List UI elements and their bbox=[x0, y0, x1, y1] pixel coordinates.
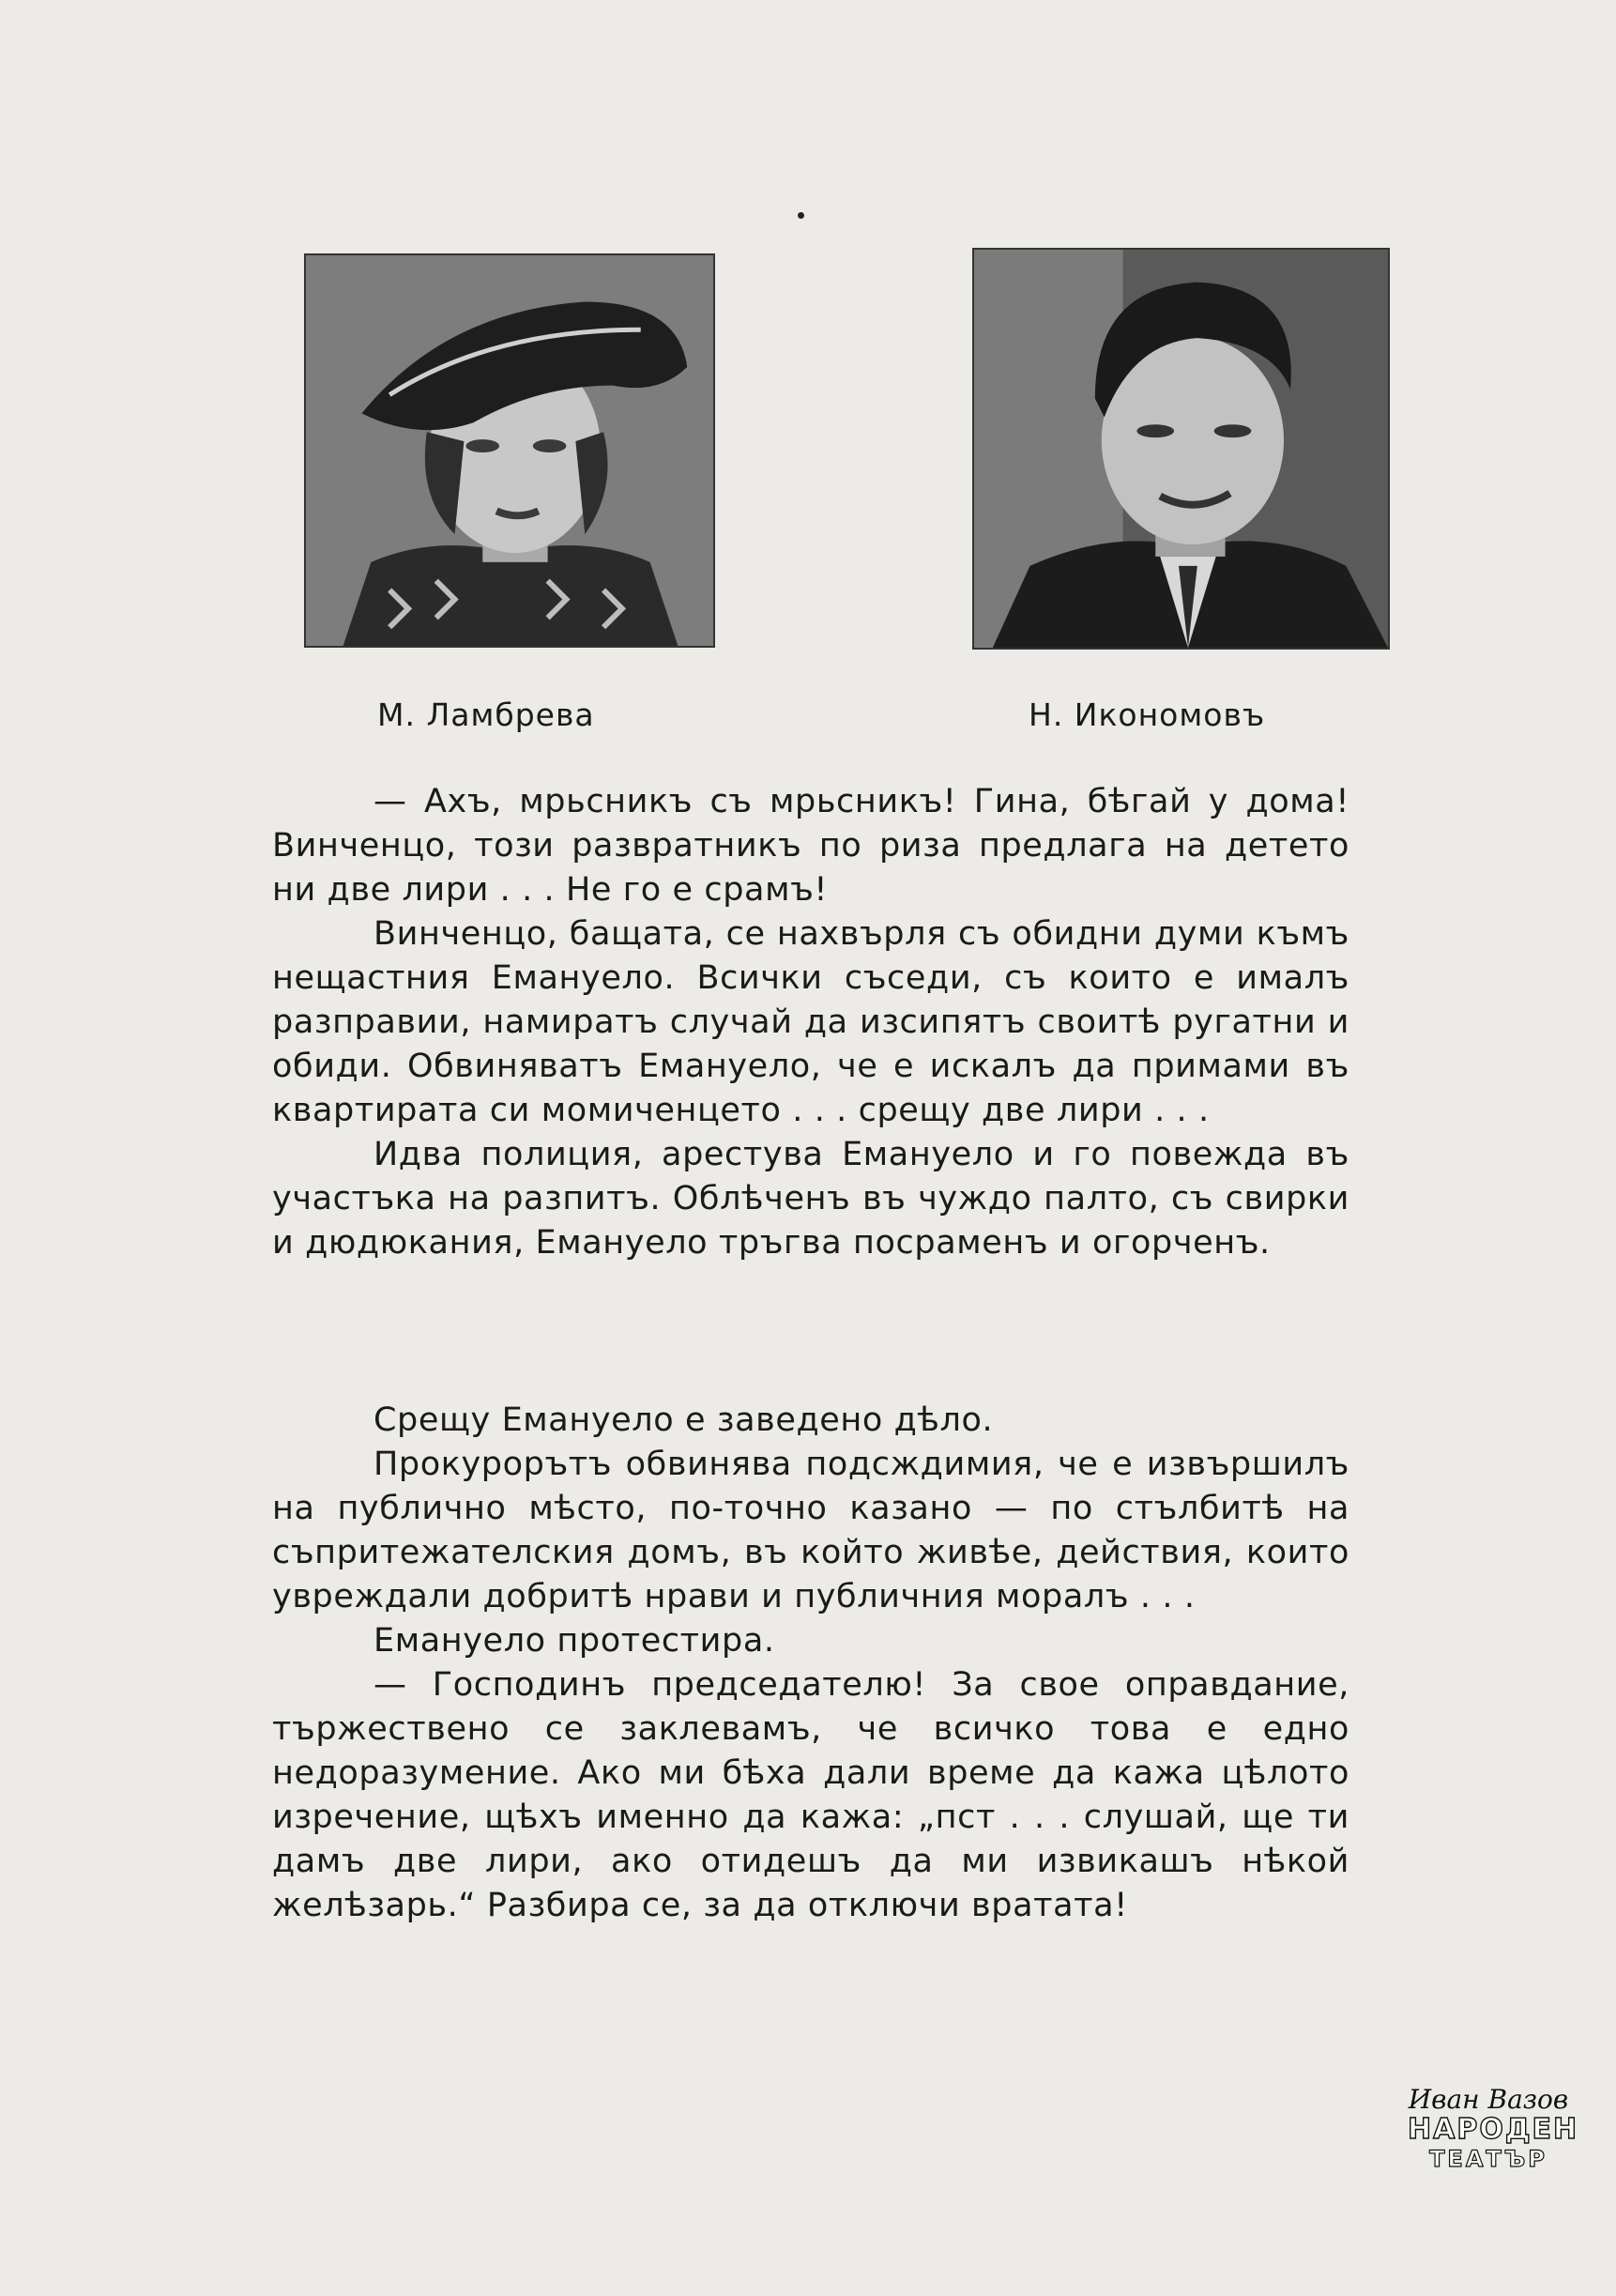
paragraph: Идва полиция, арестува Емануело и го повежда въ участъка на разпитъ. Облѣченъ въ чуждо палто, съ свирки и дюдюкания, Емануело тръгва посраменъ и огорченъ. bbox=[272, 1136, 1349, 1262]
paragraph: Винченцо, бащата, се нахвърля съ обидни думи къмъ нещастния Емануело. Всички съседи, съ които е ималъ разправии, намиратъ случай да изсипятъ своитѣ ругатни и обиди. Обвиняватъ Емануело, че е искалъ да примами въ квартирата си момиченцето . . . срещу две лири . . . bbox=[272, 915, 1349, 1129]
paragraph: Емануело протестира. bbox=[374, 1622, 775, 1660]
page-mark bbox=[798, 212, 804, 219]
paragraph: Прокурорътъ обвинява подсждимия, че е извършилъ на публично мѣсто, по-точно казано — по стълбитѣ на съпритежателския домъ, въ който живѣе, действия, които увреждали добритѣ нрави и публичния моралъ . . . bbox=[272, 1446, 1349, 1615]
portrait-photo-lambreva bbox=[304, 253, 715, 648]
paragraph: — Ахъ, мрьсникъ съ мрьсникъ! Гина, бѣгай у дома! Винченцо, този развратникъ по риза предлага на детето ни две лири . . . Не го е срамъ! bbox=[272, 783, 1349, 909]
text-block-second bbox=[272, 1399, 1349, 1928]
national-theatre-logo bbox=[1408, 2084, 1579, 2191]
portrait-photo-ikonomov bbox=[972, 248, 1390, 650]
paragraph: Срещу Емануело е заведено дѣло. bbox=[374, 1401, 994, 1439]
logo-line-1: НАРОДЕН bbox=[1408, 2113, 1579, 2146]
logo-line-2: ТЕАТЪР bbox=[1429, 2146, 1547, 2172]
text-block-first bbox=[272, 780, 1349, 1265]
paragraph: — Господинъ председателю! За свое оправдание, тържествено се заклевамъ, че всичко това е едно недоразумение. Ако ми бѣха дали време да кажа цѣлото изречение, щѣхъ именно да кажа: „пст . . . слушай, ще ти дамъ две лири, ако отидешъ да ми извикашъ нѣкой желѣзарь.“ Разбира се, за да отключи вратата! bbox=[272, 1666, 1349, 1924]
portrait-caption-left: М. Ламбрева bbox=[377, 696, 595, 733]
portrait-caption-right: Н. Икономовъ bbox=[1029, 696, 1266, 733]
logo-script-text: Иван Вазов bbox=[1408, 2084, 1569, 2115]
